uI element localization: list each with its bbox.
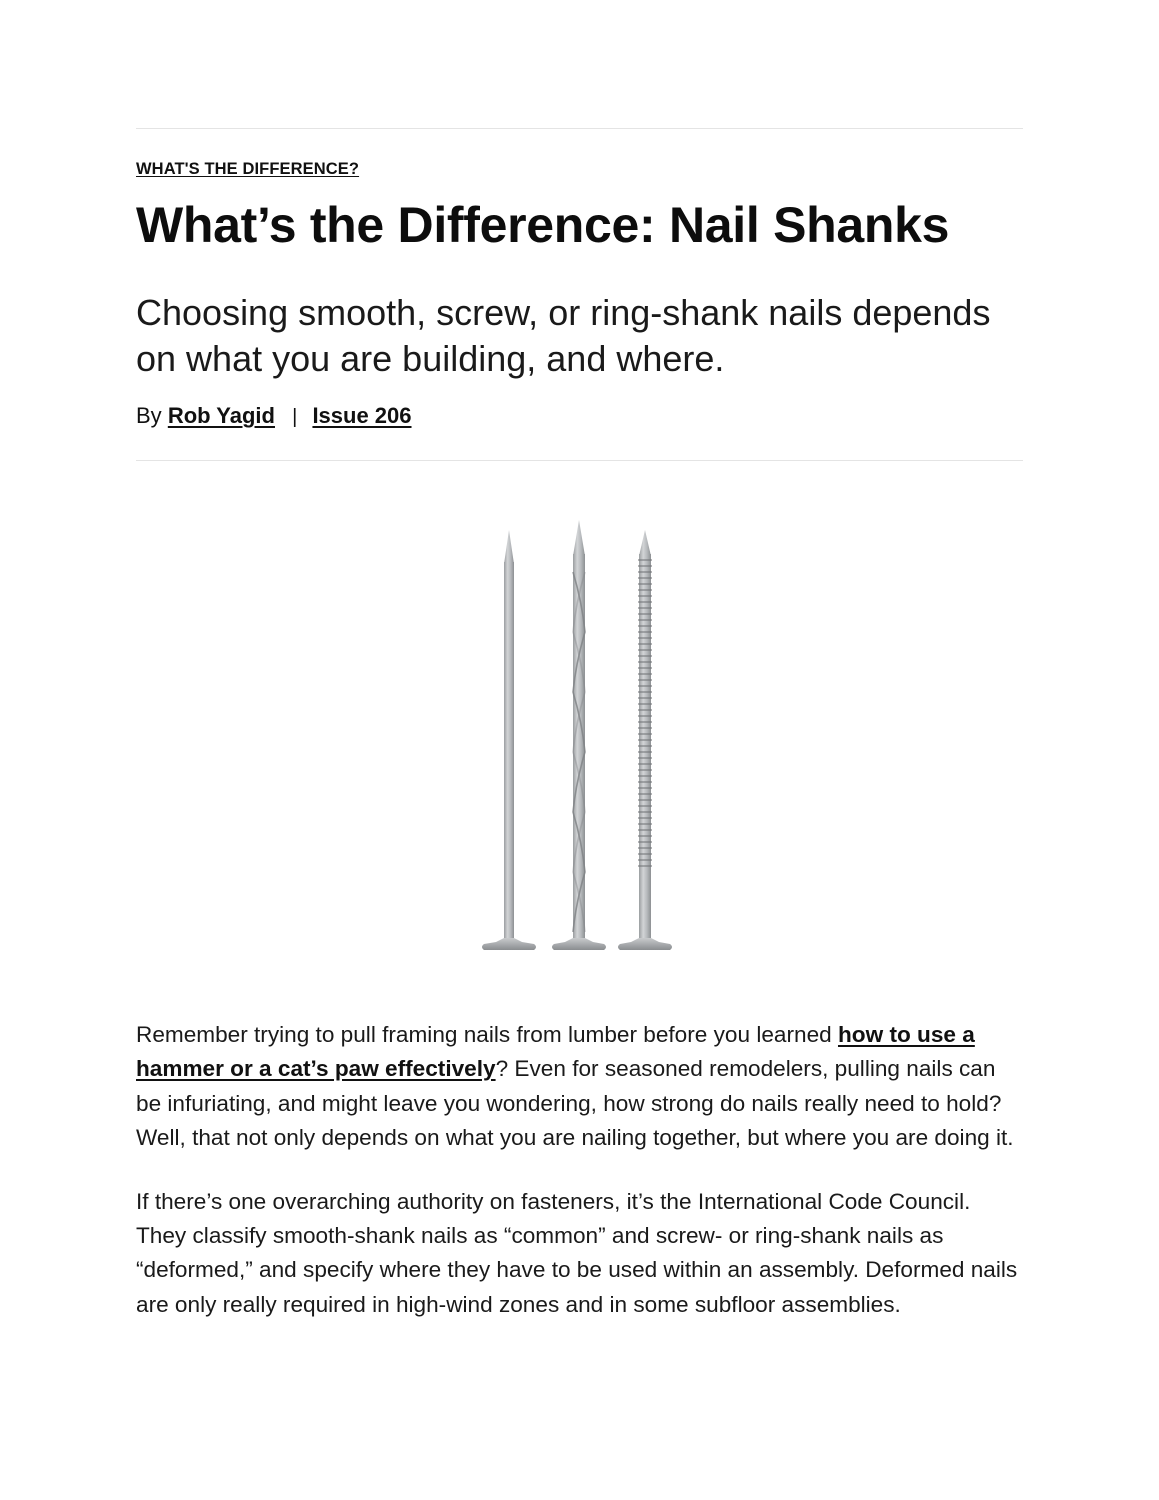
byline-prefix: By <box>136 403 162 428</box>
byline <box>136 401 412 432</box>
ring-shank-nail <box>618 530 672 950</box>
category-link[interactable]: WHAT'S THE DIFFERENCE? <box>136 160 360 178</box>
paragraph-1-text-a: Remember trying to pull framing nails from lumber before you learned <box>136 1022 838 1047</box>
header-divider <box>136 460 1023 461</box>
issue-link[interactable]: Issue 206 <box>312 403 412 428</box>
top-divider <box>136 128 1023 129</box>
article-body <box>136 1018 1023 1351</box>
author-link[interactable]: Rob Yagid <box>167 403 275 428</box>
smooth-shank-nail <box>482 530 536 950</box>
paragraph-2: If there’s one overarching authority on fasteners, it’s the International Code Council. They classify smooth-shank nails as “common” and screw- or ring-shank nails as “deformed,” and specify where they have to be used within an assembly. Deformed nails are only really required in high-wind zones and in some subfloor assemblies. <box>136 1188 1018 1317</box>
byline-separator: | <box>292 406 298 428</box>
paragraph-1-text-b: ? Even for seasoned remodelers, pulling nails can be infuriating, and might leave you wondering, how strong do nails really need to hold? Well, that not only depends on what you are nailing together, but where you are doing it. <box>136 1056 1014 1151</box>
article-title: What’s the Difference: Nail Shanks <box>136 197 950 253</box>
nails-image <box>472 512 686 960</box>
hammer-article-link[interactable]: how to use a hammer or a cat’s paw effectively <box>136 1022 975 1082</box>
screw-shank-nail <box>552 520 606 950</box>
article-deck: Choosing smooth, screw, or ring-shank nails depends on what you are building, and where. <box>136 292 991 379</box>
nails-figure <box>472 512 686 960</box>
paragraph-1 <box>136 1018 1023 1156</box>
